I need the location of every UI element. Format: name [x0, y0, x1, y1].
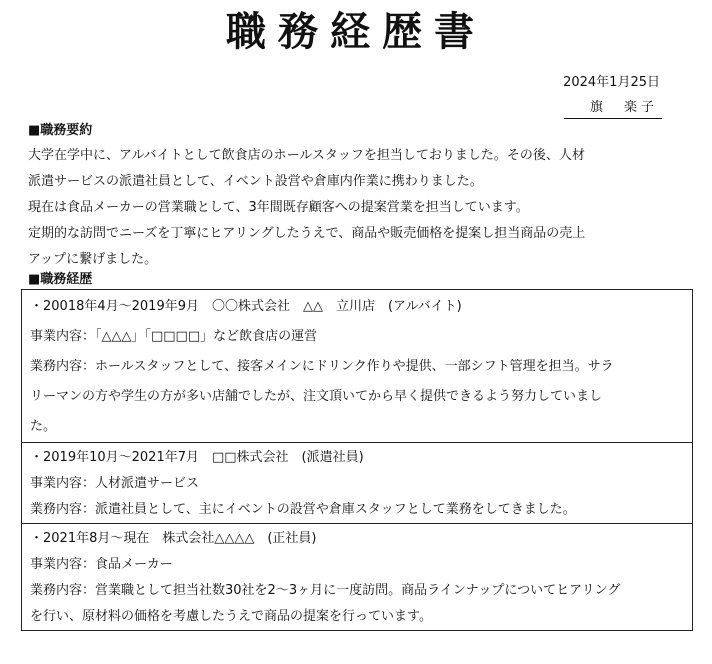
entry-duty-line: を行い、原材料の価格を考慮したうえで商品の提案を行っています。: [30, 609, 432, 624]
author-name: 旗 楽子: [564, 99, 662, 119]
summary-line: アップに繋げました。: [28, 252, 158, 267]
summary-line: 現在は食品メーカーの営業職として、3年間既存顧客への提案営業を担当しています。: [28, 200, 529, 215]
history-table: [21, 289, 693, 631]
summary-line: 派遣サービスの派遣社員として、イベント設営や倉庫内作業に携わりました。: [28, 174, 483, 189]
summary-heading: ■職務要約: [28, 123, 93, 138]
summary-line: 定期的な訪問でニーズを丁寧にヒアリングしたうえで、商品や販売価格を提案し担当商品の売上: [28, 226, 586, 241]
history-entry: [22, 290, 692, 442]
entry-duty-line: 業務内容：派遣社員として、主にイベントの設営や倉庫スタッフとして業務をしてきました。: [30, 502, 576, 517]
entry-business: 事業内容：「△△△」「□□□□」など飲食店の運営: [30, 329, 318, 344]
entry-duty-line: た。: [30, 419, 57, 434]
document-date: 2024年1月25日: [563, 75, 660, 90]
entry-business: 事業内容：食品メーカー: [30, 557, 173, 572]
entry-period: ・20018年4月～2019年9月 〇〇株式会社 △△ 立川店 (アルバイト): [30, 299, 462, 314]
entry-duty-line: リーマンの方や学生の方が多い店舗でしたが、注文頂いてから早く提供できるよう努力していまし: [30, 389, 603, 404]
document-title: 職務経歴書: [226, 8, 486, 55]
history-heading: ■職務経歴: [28, 272, 93, 287]
history-entry: [22, 442, 692, 523]
summary-line: 大学在学中に、アルバイトとして飲食店のホールスタッフを担当しておりました。その後、人材: [28, 148, 585, 163]
entry-period: ・2019年10月～2021年7月 □□株式会社 (派遣社員): [30, 450, 364, 465]
entry-period: ・2021年8月～現在 株式会社△△△△ (正社員): [30, 531, 317, 546]
entry-duty-line: 業務内容：営業職として担当社数30社を2～3ヶ月に一度訪問。商品ラインナップについてヒアリング: [30, 583, 621, 598]
entry-duty-line: 業務内容：ホールスタッフとして、接客メインにドリンク作りや提供、一部シフト管理を担当。サラ: [30, 359, 614, 374]
entry-business: 事業内容：人材派遣サービス: [30, 476, 200, 491]
summary-body: [28, 143, 688, 273]
history-entry: [22, 523, 692, 630]
